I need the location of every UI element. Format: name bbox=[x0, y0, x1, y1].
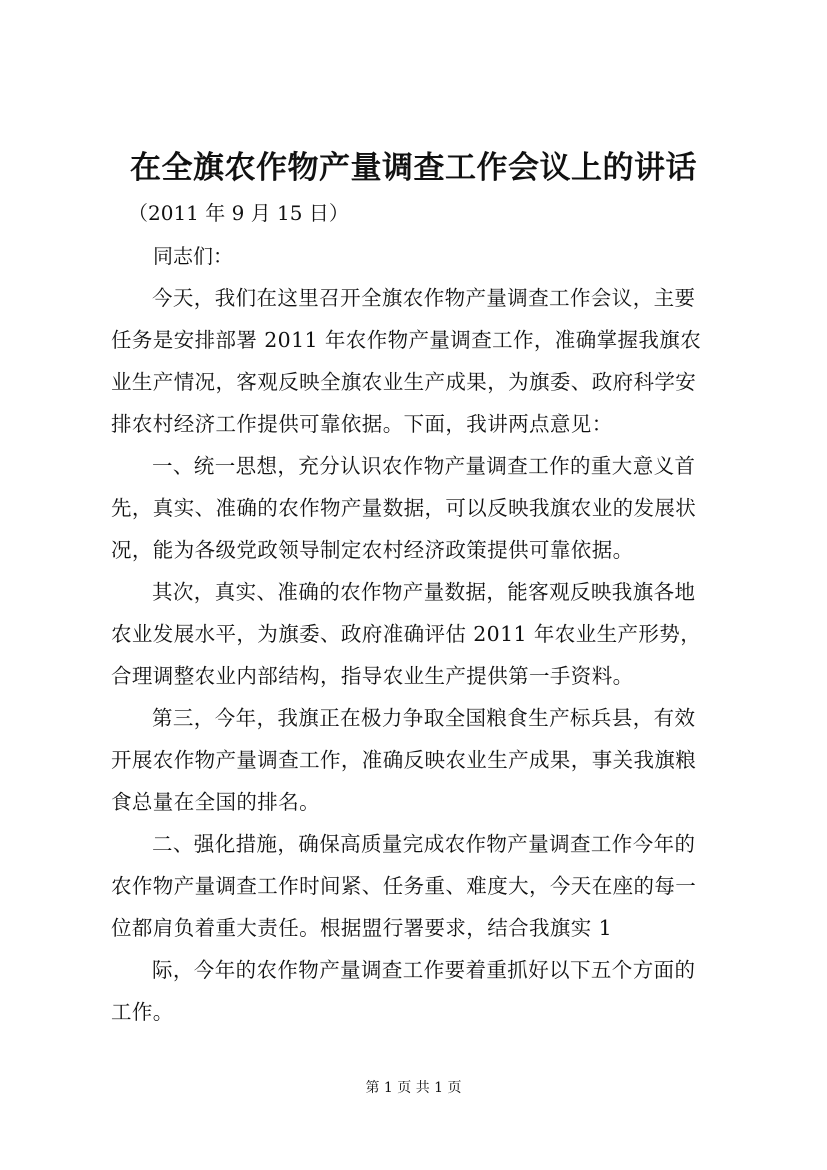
paragraph-line: 农业发展水平，为旗委、政府准确评估 2011 年农业生产形势， bbox=[111, 622, 702, 646]
paragraph-line: 一、统一思想，充分认识农作物产量调查工作的重大意义首 bbox=[152, 454, 696, 478]
paragraph-line: 业生产情况，客观反映全旗农业生产成果，为旗委、政府科学安 bbox=[111, 370, 697, 394]
paragraph-line: 排农村经济工作提供可靠依据。下面，我讲两点意见： bbox=[111, 412, 613, 436]
paragraph-line: 二、强化措施，确保高质量完成农作物产量调查工作今年的 bbox=[152, 832, 696, 856]
paragraph-line: 食总量在全国的排名。 bbox=[111, 790, 320, 814]
paragraph-line: 际，今年的农作物产量调查工作要着重抓好以下五个方面的 bbox=[152, 958, 696, 982]
page-number-footer: 第 1 页 共 1 页 bbox=[365, 1080, 462, 1096]
paragraph-line: 农作物产量调查工作时间紧、任务重、难度大，今天在座的每一 bbox=[111, 874, 697, 898]
speech-date: （2011 年 9 月 15 日） bbox=[128, 201, 349, 225]
paragraph-line: 先，真实、准确的农作物产量数据，可以反映我旗农业的发展状 bbox=[111, 496, 697, 520]
page-title: 在全旗农作物产量调查工作会议上的讲话 bbox=[130, 150, 697, 186]
paragraph-line: 位都肩负着重大责任。根据盟行署要求，结合我旗实 1 bbox=[111, 916, 613, 940]
paragraph-line: 合理调整农业内部结构，指导农业生产提供第一手资料。 bbox=[111, 664, 634, 688]
greeting: 同志们： bbox=[153, 244, 233, 268]
paragraph-line: 工作。 bbox=[111, 1000, 174, 1024]
paragraph-line: 开展农作物产量调查工作，准确反映农业生产成果，事关我旗粮 bbox=[111, 748, 697, 772]
paragraph-line: 况，能为各级党政领导制定农村经济政策提供可靠依据。 bbox=[111, 538, 634, 562]
paragraph-line: 今天，我们在这里召开全旗农作物产量调查工作会议，主要 bbox=[152, 286, 696, 310]
paragraph-line: 第三，今年，我旗正在极力争取全国粮食生产标兵县，有效 bbox=[152, 706, 696, 730]
paragraph-line: 任务是安排部署 2011 年农作物产量调查工作，准确掌握我旗农 bbox=[111, 328, 702, 352]
paragraph-line: 其次，真实、准确的农作物产量数据，能客观反映我旗各地 bbox=[152, 580, 696, 604]
